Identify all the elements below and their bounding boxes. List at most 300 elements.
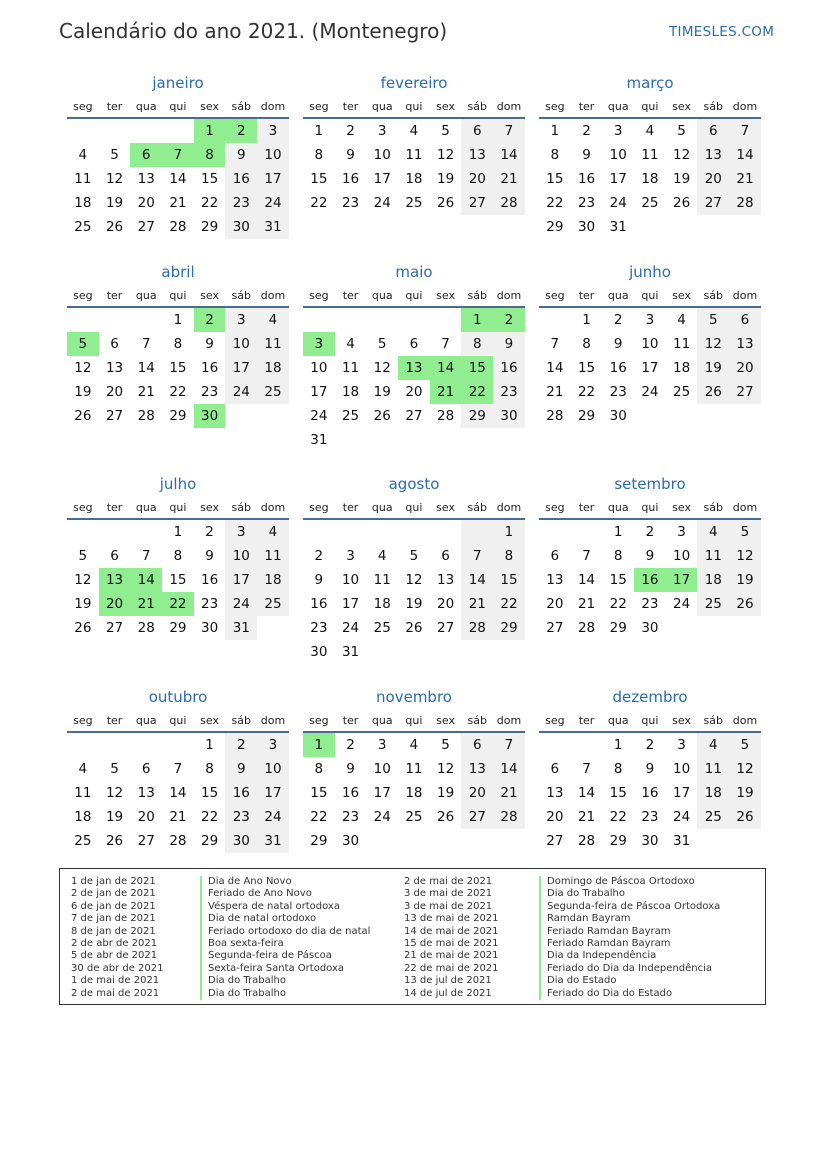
calendar-day: 15 (609, 785, 627, 801)
calendar-day: 12 (74, 360, 92, 376)
empty-day (539, 520, 571, 544)
calendar-day: 23 (225, 805, 257, 829)
calendar-day: 30 (201, 620, 219, 636)
calendar-day: 15 (546, 171, 564, 187)
calendar-day: 1 (493, 520, 525, 544)
weekday-header: dom (493, 96, 525, 119)
holiday-day: 14 (430, 356, 462, 380)
calendar-day: 20 (546, 596, 564, 612)
calendar-day: 1 (613, 737, 623, 753)
empty-day (99, 308, 131, 332)
holiday-name: Dia do Trabalho (200, 988, 370, 1000)
calendar-day: 16 (493, 356, 525, 380)
empty-day (67, 733, 99, 757)
calendar-day: 25 (697, 805, 729, 829)
weekday-header: qua (602, 96, 634, 119)
calendar-day: 21 (493, 167, 525, 191)
calendar-day: 5 (110, 761, 119, 777)
weekday-header: dom (257, 96, 289, 119)
calendar-day: 4 (677, 312, 686, 328)
calendar-day: 28 (577, 620, 596, 636)
calendar-day: 9 (493, 332, 525, 356)
calendar-day: 13 (729, 332, 761, 356)
month-julho (67, 471, 289, 640)
holiday-date: 8 de jan de 2021 (71, 925, 156, 937)
empty-day (539, 308, 571, 332)
calendar-day: 1 (205, 737, 214, 753)
holiday-names-right (539, 876, 720, 1000)
calendar-day: 27 (137, 833, 155, 849)
month-name: abril (161, 263, 195, 281)
calendar-day: 13 (137, 785, 155, 801)
calendar-day: 21 (169, 809, 187, 825)
calendar-day: 29 (461, 404, 493, 428)
weekday-header: ter (99, 96, 131, 119)
calendar-day: 12 (405, 572, 423, 588)
month-name: julho (159, 475, 197, 493)
calendar-day: 16 (225, 167, 257, 191)
calendar-day: 10 (225, 544, 257, 568)
holiday-name: Dia do Estado (539, 975, 720, 987)
holiday-date: 30 de abr de 2021 (71, 962, 164, 974)
calendar-day: 13 (546, 785, 564, 801)
calendar-day: 22 (546, 195, 564, 211)
calendar-day: 21 (169, 195, 187, 211)
calendar-day: 12 (437, 761, 455, 777)
calendar-day: 2 (645, 737, 655, 753)
calendar-day: 19 (74, 384, 92, 400)
calendar-day: 4 (346, 336, 355, 352)
calendar-day: 10 (257, 757, 289, 781)
weekday-header: qua (130, 710, 162, 733)
calendar-day: 8 (461, 332, 493, 356)
calendar-day: 3 (645, 312, 655, 328)
calendar-day: 11 (257, 544, 289, 568)
month-name: outubro (148, 688, 208, 706)
calendar-day: 5 (729, 733, 761, 757)
calendar-day: 6 (697, 119, 729, 143)
month-dezembro (539, 684, 761, 853)
weekday-header: qui (162, 497, 194, 520)
calendar-day: 20 (461, 167, 493, 191)
calendar-day: 11 (74, 171, 92, 187)
calendar-day: 1 (314, 123, 324, 139)
weekday-header: seg (67, 497, 99, 520)
calendar-day: 28 (169, 219, 187, 235)
calendar-day: 4 (409, 737, 419, 753)
calendar-day: 24 (341, 620, 360, 636)
weekday-header: qua (130, 497, 162, 520)
weekday-header: qua (602, 710, 634, 733)
calendar-day: 6 (550, 761, 560, 777)
holiday-day: 30 (194, 404, 226, 428)
calendar-day: 5 (377, 336, 387, 352)
calendar-day: 13 (461, 143, 493, 167)
calendar-day: 15 (169, 572, 187, 588)
weekday-header: ter (335, 96, 367, 119)
calendar-day: 20 (729, 356, 761, 380)
calendar-day: 3 (225, 308, 257, 332)
calendar-day: 29 (201, 219, 219, 235)
weekday-header: ter (571, 497, 603, 520)
holiday-day: 2 (225, 119, 257, 143)
holiday-date: 3 de mai de 2021 (404, 900, 493, 912)
calendar-day: 11 (257, 332, 289, 356)
calendar-day: 18 (405, 171, 423, 187)
calendar-day: 21 (546, 384, 564, 400)
weekday-header: sáb (225, 285, 257, 308)
calendar-day: 31 (225, 616, 257, 640)
calendar-day: 24 (257, 191, 289, 215)
calendar-day: 29 (201, 833, 219, 849)
calendar-day: 4 (697, 733, 729, 757)
calendar-day: 7 (461, 544, 493, 568)
calendar-day: 30 (225, 829, 257, 853)
calendar-day: 27 (461, 191, 493, 215)
calendar-day: 21 (137, 384, 155, 400)
brand-link[interactable]: TIMESLES.COM (669, 24, 775, 40)
weekday-header: sáb (461, 285, 493, 308)
calendar-day: 19 (74, 596, 92, 612)
holiday-day: 1 (194, 119, 226, 143)
calendar-day: 26 (74, 620, 92, 636)
calendar-day: 14 (577, 785, 596, 801)
weekday-header: ter (335, 497, 367, 520)
weekday-header: qua (366, 710, 398, 733)
weekday-header: sáb (225, 710, 257, 733)
weekday-header: qui (162, 285, 194, 308)
calendar-day: 4 (409, 123, 419, 139)
calendar-day: 22 (310, 195, 328, 211)
calendar-day: 27 (105, 620, 124, 636)
calendar-day: 23 (341, 809, 360, 825)
weekday-header: seg (303, 710, 335, 733)
empty-day (303, 308, 335, 332)
calendar-day: 28 (437, 408, 455, 424)
calendar-day: 1 (613, 524, 623, 540)
empty-day (335, 308, 367, 332)
calendar-day: 8 (173, 548, 183, 564)
holiday-date: 5 de abr de 2021 (71, 950, 158, 962)
weekday-header: qui (398, 96, 430, 119)
calendar-day: 15 (201, 171, 219, 187)
holiday-day: 1 (303, 733, 335, 757)
empty-day (130, 308, 162, 332)
holiday-day: 2 (194, 308, 226, 332)
holiday-day: 13 (99, 568, 131, 592)
calendar-day: 28 (493, 191, 525, 215)
calendar-day: 3 (377, 737, 387, 753)
calendar-day: 1 (582, 312, 591, 328)
weekday-header: sex (430, 96, 462, 119)
calendar-day: 18 (641, 171, 659, 187)
calendar-day: 18 (373, 596, 391, 612)
empty-day (162, 119, 194, 143)
calendar-day: 26 (729, 592, 761, 616)
empty-day (130, 119, 162, 143)
calendar-day: 23 (609, 384, 627, 400)
calendar-day: 5 (729, 520, 761, 544)
calendar-day: 17 (225, 356, 257, 380)
holiday-name: Dia de Ano Novo (200, 876, 370, 888)
calendar-day: 19 (373, 384, 391, 400)
calendar-day: 28 (729, 191, 761, 215)
calendar-day: 25 (405, 809, 423, 825)
month-abril (67, 259, 289, 428)
calendar-day: 1 (173, 312, 183, 328)
weekday-header: qua (130, 285, 162, 308)
weekday-header: sex (430, 497, 462, 520)
calendar-day: 3 (613, 123, 623, 139)
calendar-day: 23 (641, 809, 659, 825)
empty-day (539, 733, 571, 757)
calendar-day: 5 (697, 308, 729, 332)
holiday-date: 2 de jan de 2021 (71, 888, 156, 900)
calendar-day: 7 (550, 336, 560, 352)
calendar-day: 26 (437, 809, 455, 825)
weekday-header: sáb (697, 497, 729, 520)
calendar-day: 16 (577, 171, 596, 187)
holiday-name: Feriado Ramdan Bayram (539, 938, 720, 950)
weekday-header: seg (539, 96, 571, 119)
calendar-day: 23 (225, 191, 257, 215)
weekday-header: qua (130, 96, 162, 119)
calendar-day: 10 (609, 147, 627, 163)
weekday-header: qui (634, 285, 666, 308)
calendar-day: 11 (341, 360, 360, 376)
calendar-day: 5 (110, 147, 119, 163)
calendar-day: 9 (346, 761, 355, 777)
holiday-name: Feriado ortodoxo do dia de natal (200, 926, 370, 938)
empty-day (99, 119, 131, 143)
calendar-day: 26 (405, 620, 423, 636)
calendar-day: 25 (405, 195, 423, 211)
calendar-day: 17 (373, 171, 391, 187)
calendar-day: 30 (577, 219, 596, 235)
holiday-date: 22 de mai de 2021 (404, 962, 499, 974)
calendar-day: 2 (205, 524, 214, 540)
calendar-day: 22 (493, 592, 525, 616)
calendar-day: 7 (441, 336, 450, 352)
calendar-day: 4 (645, 123, 655, 139)
month-name: agosto (388, 475, 440, 493)
weekday-header: sáb (225, 96, 257, 119)
calendar-day: 19 (105, 809, 124, 825)
calendar-day: 27 (405, 408, 423, 424)
empty-day (366, 520, 398, 544)
calendar-day: 26 (729, 805, 761, 829)
calendar-day: 21 (577, 596, 596, 612)
holiday-date: 2 de mai de 2021 (404, 876, 493, 887)
holiday-name: Ramdan Bayram (539, 913, 720, 925)
calendar-day: 18 (257, 568, 289, 592)
calendar-day: 16 (310, 596, 328, 612)
calendar-day: 25 (74, 219, 92, 235)
weekday-header: sex (666, 96, 698, 119)
weekday-header: dom (729, 96, 761, 119)
weekday-header: seg (67, 710, 99, 733)
month-setembro (539, 471, 761, 640)
calendar-day: 28 (137, 620, 155, 636)
calendar-day: 5 (677, 123, 686, 139)
calendar-day: 18 (405, 785, 423, 801)
calendar-day: 7 (141, 336, 151, 352)
empty-day (303, 520, 335, 544)
calendar-day: 11 (697, 757, 729, 781)
calendar-day: 13 (546, 572, 564, 588)
calendar-day: 18 (697, 781, 729, 805)
calendar-day: 6 (141, 761, 151, 777)
calendar-day: 13 (461, 757, 493, 781)
holiday-day: 6 (130, 143, 162, 167)
weekday-header: qui (162, 710, 194, 733)
calendar-day: 9 (582, 147, 591, 163)
calendar-day: 3 (377, 123, 387, 139)
weekday-header: dom (729, 285, 761, 308)
holiday-date: 3 de mai de 2021 (404, 888, 493, 900)
holiday-name: Segunda-feira de Páscoa Ortodoxa (539, 901, 720, 913)
holiday-date: 7 de jan de 2021 (71, 913, 156, 925)
weekday-header: sáb (697, 710, 729, 733)
month-name: novembro (376, 688, 452, 706)
calendar-day: 29 (609, 620, 627, 636)
month-março (539, 70, 761, 239)
calendar-day: 24 (641, 384, 659, 400)
calendar-day: 26 (673, 195, 691, 211)
holiday-name: Domingo de Páscoa Ortodoxo (539, 876, 720, 888)
calendar-day: 10 (310, 360, 328, 376)
weekday-header: sex (666, 497, 698, 520)
weekday-header: sex (194, 710, 226, 733)
calendar-day: 23 (577, 195, 596, 211)
empty-day (99, 733, 131, 757)
calendar-day: 6 (461, 119, 493, 143)
holiday-day: 14 (130, 568, 162, 592)
calendar-day: 29 (169, 620, 187, 636)
holiday-date: 2 de abr de 2021 (71, 937, 158, 949)
calendar-day: 29 (546, 219, 564, 235)
calendar-day: 8 (314, 761, 324, 777)
calendar-day: 24 (225, 380, 257, 404)
holiday-name: Segunda-feira de Páscoa (200, 950, 370, 962)
weekday-header: seg (539, 285, 571, 308)
calendar-day: 20 (461, 781, 493, 805)
holiday-day: 16 (634, 568, 666, 592)
calendar-day: 2 (314, 548, 324, 564)
calendar-day: 2 (613, 312, 623, 328)
calendar-day: 6 (461, 733, 493, 757)
calendar-day: 19 (729, 781, 761, 805)
calendar-day: 25 (257, 380, 289, 404)
calendar-day: 17 (310, 384, 328, 400)
month-agosto (303, 471, 525, 664)
calendar-day: 14 (729, 143, 761, 167)
calendar-day: 21 (461, 592, 493, 616)
calendar-day: 24 (373, 809, 391, 825)
calendar-day: 10 (373, 147, 391, 163)
calendar-day: 16 (609, 360, 627, 376)
calendar-day: 27 (546, 833, 564, 849)
calendar-day: 4 (697, 520, 729, 544)
calendar-day: 19 (697, 356, 729, 380)
calendar-day: 3 (257, 733, 289, 757)
calendar-day: 24 (225, 592, 257, 616)
calendar-day: 20 (105, 384, 124, 400)
holiday-date: 13 de mai de 2021 (404, 913, 499, 925)
calendar-day: 15 (609, 572, 627, 588)
calendar-day: 19 (405, 596, 423, 612)
calendar-day: 8 (550, 147, 560, 163)
weekday-header: seg (67, 285, 99, 308)
weekday-header: qui (634, 710, 666, 733)
calendar-day: 29 (310, 833, 328, 849)
calendar-day: 22 (201, 195, 219, 211)
calendar-day: 15 (169, 360, 187, 376)
holiday-day: 8 (194, 143, 226, 167)
calendar-day: 6 (409, 336, 419, 352)
calendar-day: 14 (461, 568, 493, 592)
calendar-day: 27 (461, 805, 493, 829)
calendar-day: 7 (582, 761, 591, 777)
weekday-header: ter (571, 710, 603, 733)
calendar-day: 23 (493, 380, 525, 404)
weekday-header: qui (398, 285, 430, 308)
calendar-day: 25 (641, 195, 659, 211)
calendar-day: 9 (346, 147, 355, 163)
calendar-day: 17 (225, 568, 257, 592)
calendar-day: 12 (373, 360, 391, 376)
empty-day (67, 308, 99, 332)
calendar-day: 27 (137, 219, 155, 235)
calendar-day: 9 (645, 548, 655, 564)
holiday-date: 2 de mai de 2021 (71, 987, 160, 999)
calendar-day: 24 (673, 596, 691, 612)
calendar-day: 19 (673, 171, 691, 187)
weekday-header: ter (335, 285, 367, 308)
calendar-day: 12 (74, 572, 92, 588)
holiday-name: Dia do Trabalho (539, 888, 720, 900)
holiday-day: 21 (430, 380, 462, 404)
calendar-day: 9 (225, 143, 257, 167)
calendar-day: 19 (729, 568, 761, 592)
calendar-day: 24 (257, 805, 289, 829)
calendar-day: 8 (613, 761, 623, 777)
calendar-day: 20 (546, 809, 564, 825)
weekday-header: dom (493, 497, 525, 520)
calendar-day: 24 (310, 408, 328, 424)
holiday-day: 17 (666, 568, 698, 592)
calendar-day: 15 (577, 360, 596, 376)
calendar-day: 11 (641, 147, 659, 163)
calendar-day: 26 (437, 195, 455, 211)
calendar-day: 30 (225, 215, 257, 239)
calendar-day: 30 (493, 404, 525, 428)
calendar-day: 4 (257, 308, 289, 332)
calendar-day: 28 (577, 833, 596, 849)
calendar-day: 4 (78, 761, 88, 777)
calendar-day: 29 (169, 408, 187, 424)
holiday-day: 22 (461, 380, 493, 404)
calendar-day: 18 (697, 568, 729, 592)
weekday-header: sáb (461, 497, 493, 520)
weekday-header: seg (539, 710, 571, 733)
empty-day (398, 520, 430, 544)
weekday-header: qua (366, 96, 398, 119)
calendar-day: 28 (137, 408, 155, 424)
calendar-day: 10 (373, 761, 391, 777)
empty-day (461, 520, 493, 544)
weekday-header: sex (430, 285, 462, 308)
